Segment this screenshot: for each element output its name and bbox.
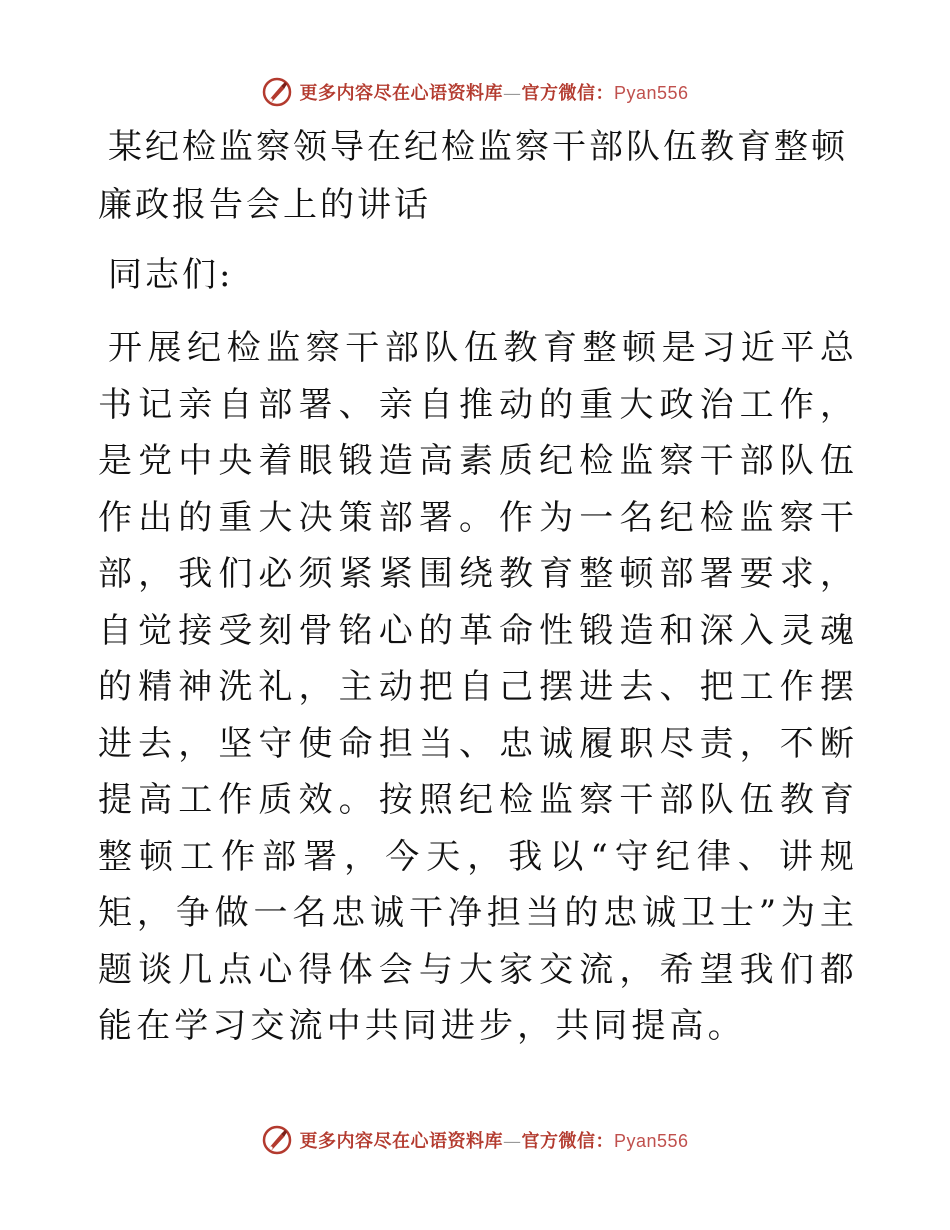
body-paragraph: 开展纪检监察干部队伍教育整顿是习近平总书记亲自部署、亲自推动的重大政治工作，是党中央着眼锻造高素质纪检监察干部队伍作出的重大决策部署。作为一名纪检监察干部，我们必须紧紧围绕教育整顿部署要求，自觉接受刻骨铭心的革命性锻造和深入灵魂的精神洗礼，主动把自己摆进去、把工作摆进去，坚守使命担当、忠诚履职尽责，不断提高工作质效。按照纪检监察干部队伍教育整顿工作部署，今天，我以“守纪律、讲规矩，争做一名忠诚干净担当的忠诚卫士”为主题谈几点心得体会与大家交流，希望我们都能在学习交流中共同进步，共同提高。 <box>98 328 858 1046</box>
watermark-separator: — <box>502 1131 522 1152</box>
salutation: 同志们: <box>108 255 234 295</box>
watermark-official-label: 官方微信： <box>521 1131 614 1152</box>
watermark-separator: — <box>502 83 522 104</box>
watermark-site: 更多内容尽在心语资料库 <box>299 83 503 104</box>
document-body <box>98 118 858 1055</box>
pen-logo-icon <box>261 76 293 108</box>
watermark-official-label: 官方微信： <box>521 83 614 104</box>
watermark-site: 更多内容尽在心语资料库 <box>299 1131 503 1152</box>
watermark-account: Pyan556 <box>613 1131 689 1151</box>
watermark-account: Pyan556 <box>613 83 689 103</box>
document-title: 某纪检监察领导在纪检监察干部队伍教育整顿廉政报告会上的讲话 <box>98 127 848 225</box>
pen-logo-icon <box>261 1124 293 1156</box>
watermark-text <box>299 79 688 105</box>
header-watermark <box>0 72 950 112</box>
footer-watermark <box>0 1120 950 1160</box>
watermark-text <box>299 1127 688 1153</box>
